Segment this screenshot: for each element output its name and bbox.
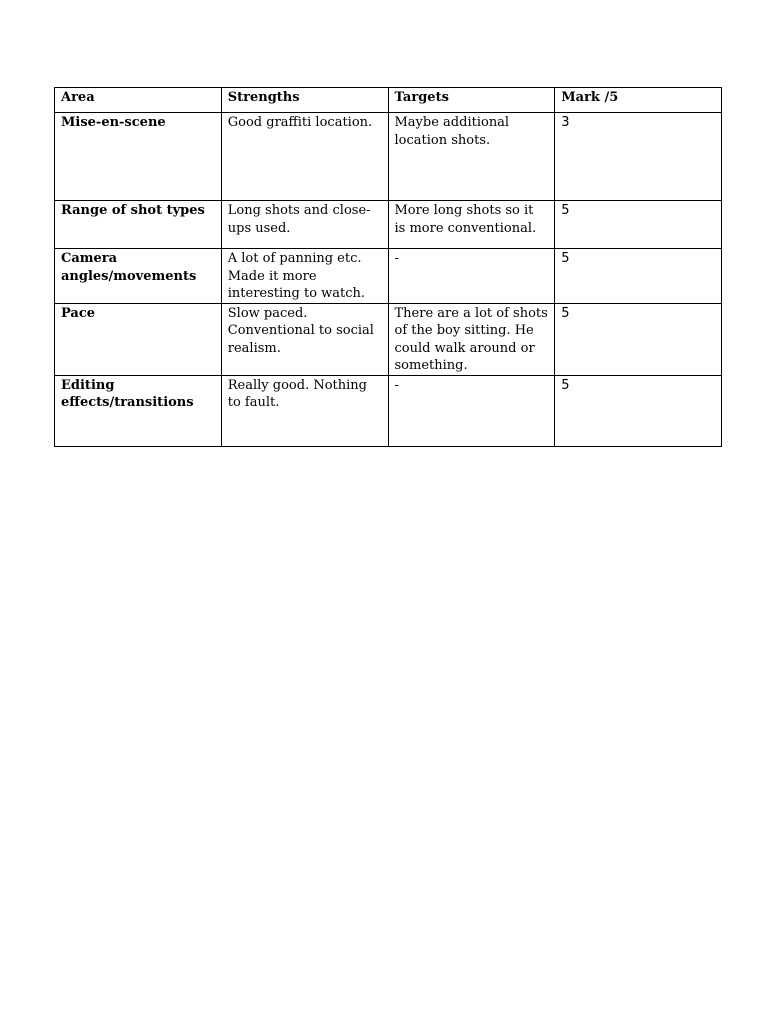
targets-cell: There are a lot of shots of the boy sitting. He could walk around or something. (388, 303, 555, 375)
header-targets: Targets (388, 88, 555, 113)
strengths-cell: Good graffiti location. (221, 113, 388, 201)
table-row (55, 201, 722, 249)
header-area: Area (55, 88, 222, 113)
header-strengths: Strengths (221, 88, 388, 113)
table-row (55, 303, 722, 375)
table-row (55, 249, 722, 304)
feedback-table (54, 87, 722, 447)
targets-cell: More long shots so it is more conventional. (388, 201, 555, 249)
document-page (54, 87, 721, 447)
area-cell: Camera angles/movements (55, 249, 222, 304)
mark-cell: 5 (555, 375, 722, 446)
mark-cell: 5 (555, 201, 722, 249)
mark-cell: 5 (555, 249, 722, 304)
table-header-row (55, 88, 722, 113)
area-cell: Editing effects/transitions (55, 375, 222, 446)
strengths-cell: Long shots and close-ups used. (221, 201, 388, 249)
strengths-cell: Really good. Nothing to fault. (221, 375, 388, 446)
mark-cell: 3 (555, 113, 722, 201)
targets-cell: - (388, 249, 555, 304)
header-mark: Mark /5 (555, 88, 722, 113)
strengths-cell: Slow paced. Conventional to social realism. (221, 303, 388, 375)
table-row (55, 113, 722, 201)
area-cell: Mise-en-scene (55, 113, 222, 201)
mark-cell: 5 (555, 303, 722, 375)
targets-cell: Maybe additional location shots. (388, 113, 555, 201)
area-cell: Range of shot types (55, 201, 222, 249)
strengths-cell: A lot of panning etc. Made it more interesting to watch. (221, 249, 388, 304)
targets-cell: - (388, 375, 555, 446)
area-cell: Pace (55, 303, 222, 375)
table-row (55, 375, 722, 446)
